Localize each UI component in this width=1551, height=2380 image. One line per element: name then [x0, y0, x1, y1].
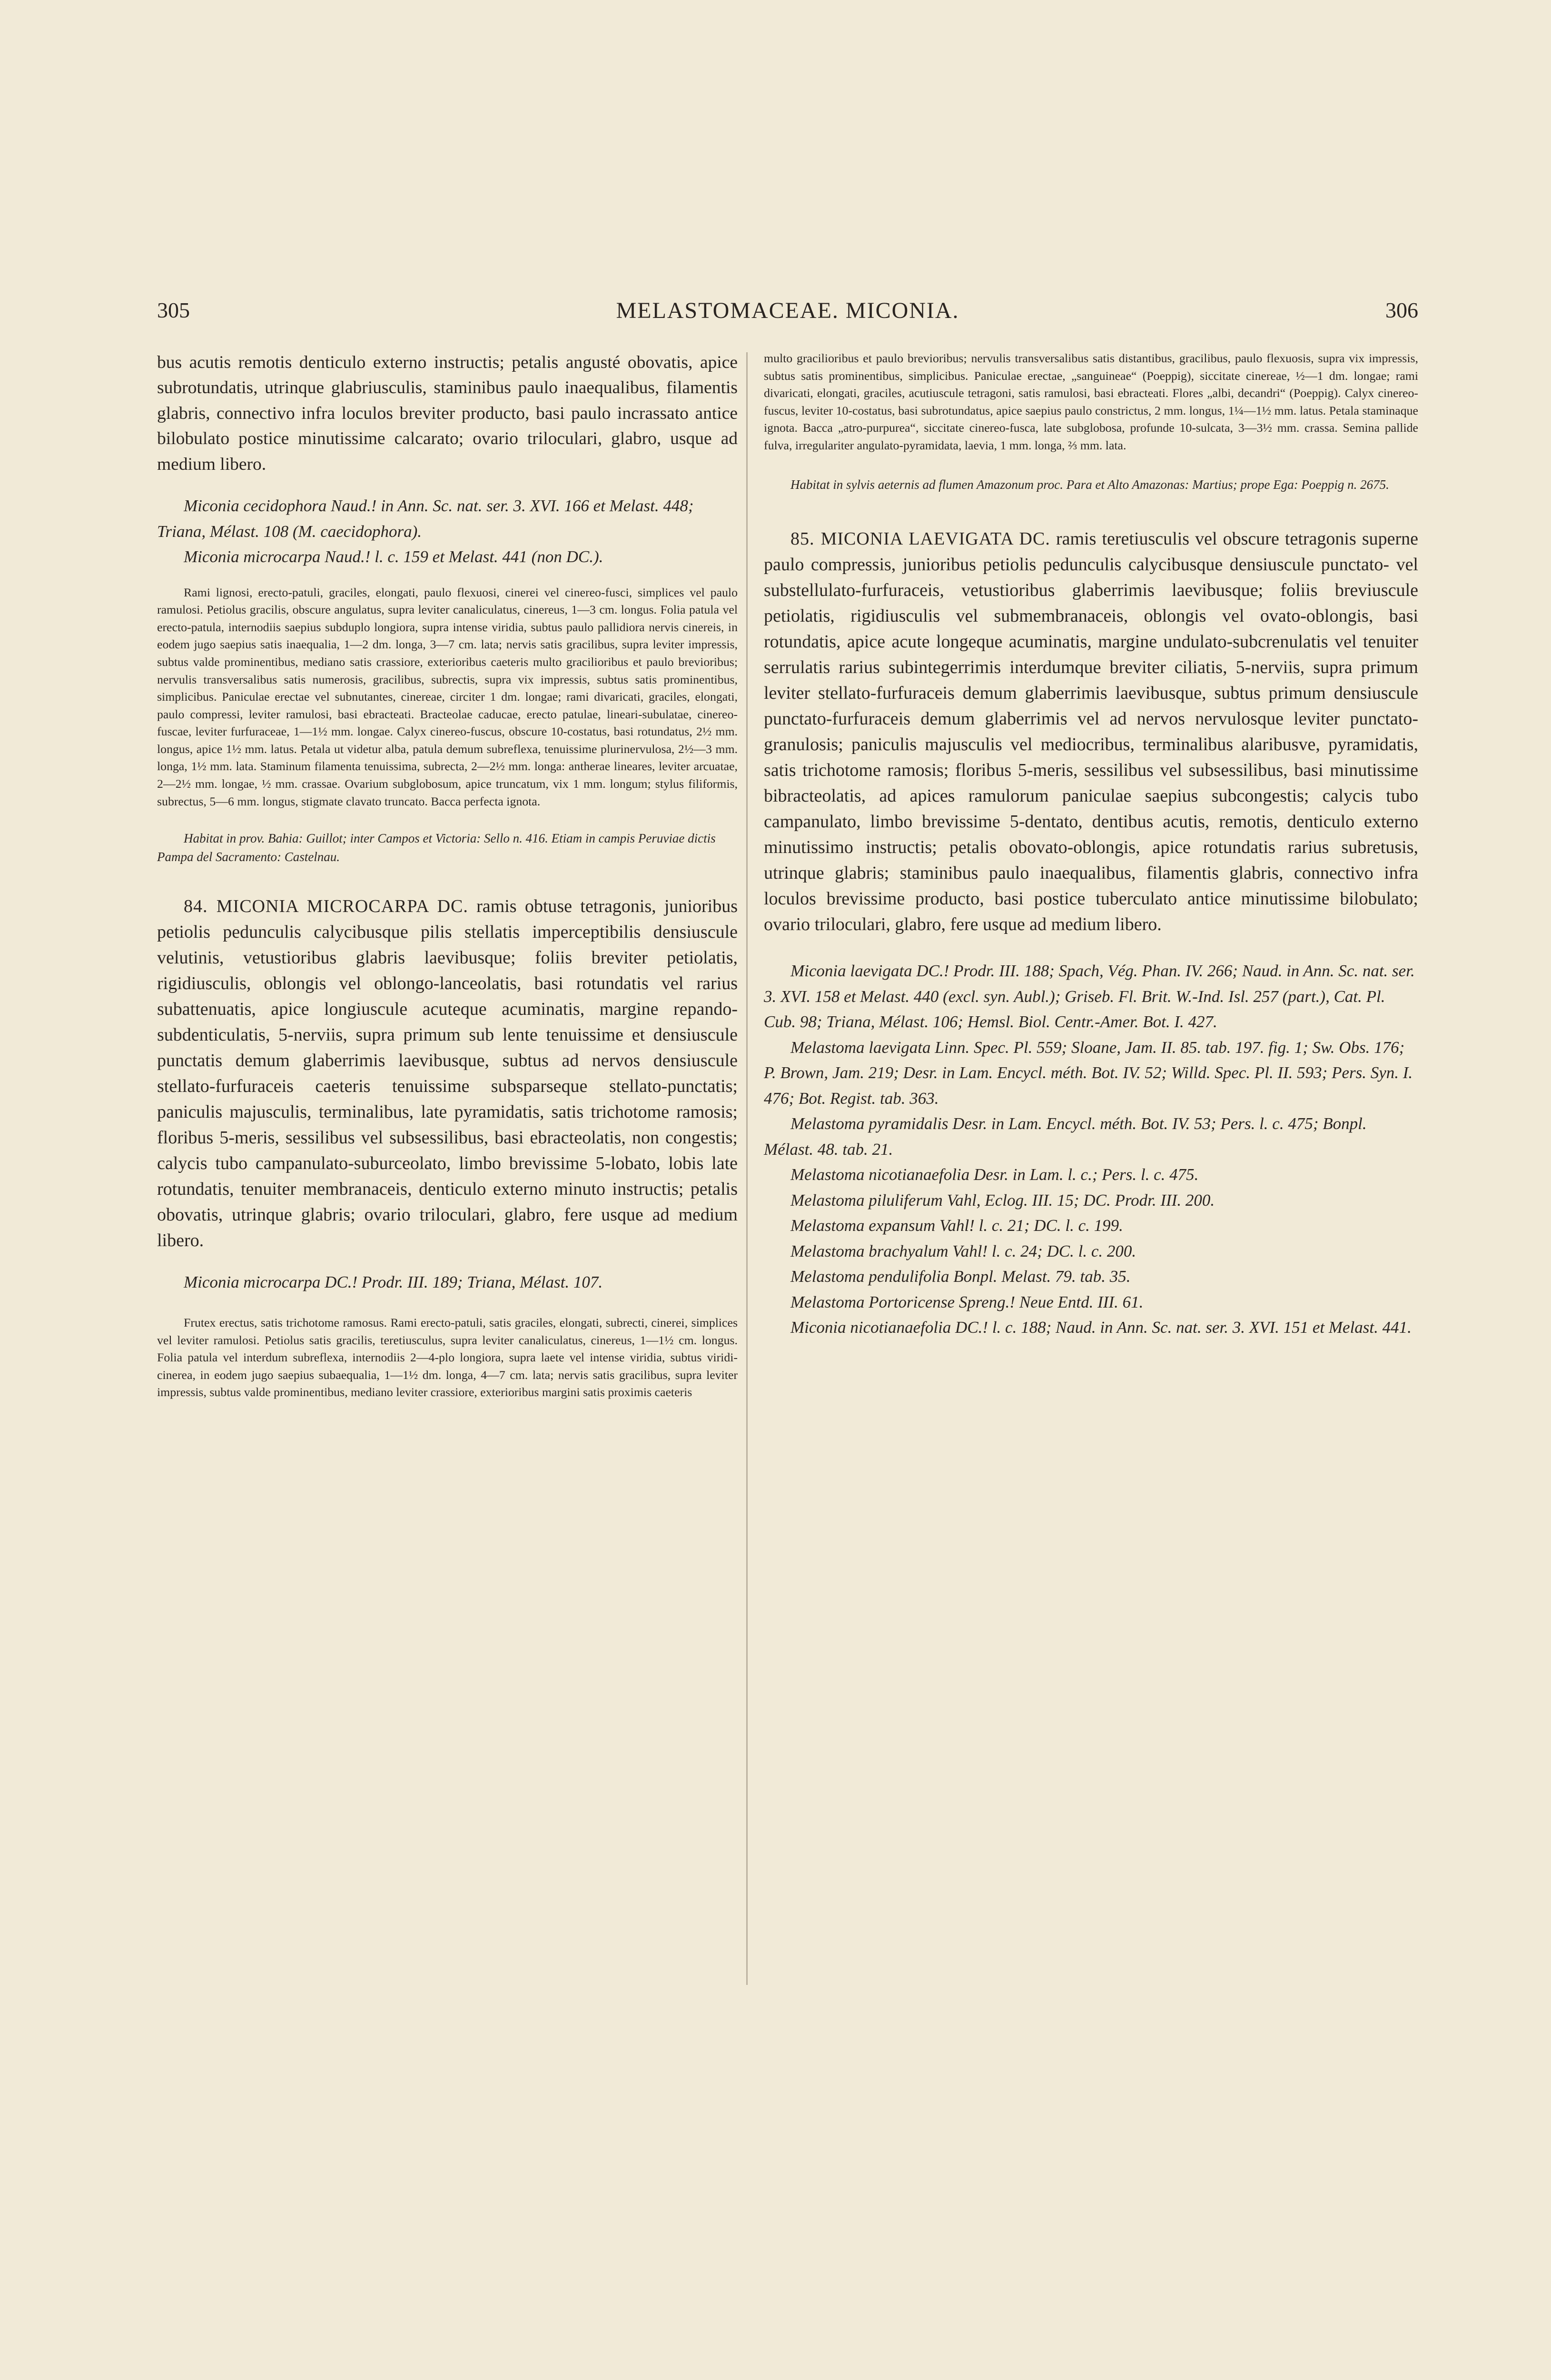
citation: Miconia nicotianaefolia DC.! l. c. 188; Naud. in Ann. Sc. nat. ser. 3. XVI. 151 et Melast. 441. [790, 1318, 1412, 1337]
habitat-note: Habitat in prov. Bahia: Guillot; inter Campos et Victoria: Sello n. 416. Etiam in campis Peruviae dictis Pampa del Sacramento: Castelnau. [157, 831, 716, 864]
species-85-entry [764, 526, 1418, 937]
detailed-description: Frutex erectus, satis trichotome ramosus. Rami erecto-patuli, satis graciles, elongati, subrecti, cinerei, simplices vel leviter ramulosi. Petiolus satis gracilis, teretiusculus, supra leviter canaliculatus, cinereus, 1—1½ cm. longus. Folia patula vel interdum subreflexa, internodiis 2—4-plo longiora, supra laete vel intense viridia, subtus viridi-cinerea, in eodem jugo saepius subaequalia, 1—1½ dm. longa, 4—7 cm. lata; nervis satis gracilibus, supra leviter impressis, subtus valde prominentibus, mediano leviter crassiore, exterioribus margini satis proximis caeteris [157, 1315, 738, 1399]
citation: Melastoma nicotianaefolia Desr. in Lam. l. c.; Pers. l. c. 475. [790, 1165, 1199, 1184]
citation: Miconia cecidophora Naud.! in Ann. Sc. nat. ser. 3. XVI. 166 et Melast. 448; Triana, Mélast. 108 (M. caecidophora). [157, 496, 694, 541]
page-number-right: 306 [1385, 298, 1418, 322]
species-85-diagnosis: ramis teretiusculis vel obscure tetragonis superne paulo compressis, junioribus petiolis pedunculis calycibusque densiuscule punctato- vel substellulato-furfuraceis, vetustioribus glaberrimis laevibusque; foliis breviuscule petiolatis, rigidiusculis vel submembranaceis, oblongis vel ovato-oblongis, basi rotundatis, apice acute longeque acuminatis, margine undulato-subcrenulatis vel tenuiter serrulatis rarius subintegerrimis interdumque breviter ciliatis, 5-nerviis, supra primum leviter stellato-furfuraceis demum glaberrimis laevibusque, subtus primum densiuscule punctato-furfuraceis demum glaberrimis vel ad nervos nervulosque leviter punctato-granulosis; paniculis majusculis vel mediocribus, terminalibus alaribusve, pyramidatis, satis trichotome ramosis; floribus 5-meris, sessilibus vel subsessilibus, basi minutissime bibracteolatis, ad apices ramulorum paniculae saepius subcongestis; calycis tubo campanulato, limbo brevissime 5-dentato, dentibus acutis, remotis, denticulo externo minutissimo instructis; petalis obovato-oblongis, apice rotundatis rarius subretusis, utrinque glabris; staminibus paulo inaequalibus, filamentis glabris, connectivo infra loculos brevissime producto, basi postice tuberculato antice minutissime bilobulato; ovario triloculari, glabro, fere usque ad medium libero. [764, 529, 1418, 935]
citation: Melastoma expansum Vahl! l. c. 21; DC. l. c. 199. [790, 1216, 1123, 1235]
right-column [764, 350, 1418, 1340]
species-84-heading: 84. MICONIA MICROCARPA DC. [184, 896, 468, 917]
citation: Melastoma laevigata Linn. Spec. Pl. 559; Sloane, Jam. II. 85. tab. 197. fig. 1; Sw. Obs. 176; P. Brown, Jam. 219; Desr. in Lam. Encycl. méth. Bot. IV. 52; Willd. Spec. Pl. II. 593; Pers. Syn. I. 476; Bot. Regist. tab. 363. [764, 1038, 1413, 1108]
column-divider [746, 352, 748, 1985]
species-85-heading: 85. MICONIA LAEVIGATA DC. [790, 529, 1050, 549]
species-84-entry [157, 893, 738, 1253]
page-header [157, 298, 1418, 336]
citation: Melastoma brachyalum Vahl! l. c. 24; DC. l. c. 200. [790, 1241, 1136, 1260]
citation: Melastoma pendulifolia Bonpl. Melast. 79. tab. 35. [790, 1267, 1131, 1286]
citations-cecidophora [157, 493, 738, 570]
citation: Melastoma piluliferum Vahl, Eclog. III. 15; DC. Prodr. III. 200. [790, 1190, 1215, 1210]
left-column [157, 350, 738, 1401]
habitat-note: Habitat in sylvis aeternis ad flumen Amazonum proc. Para et Alto Amazonas: Martius; prope Ega: Poeppig n. 2675. [790, 477, 1389, 492]
species-84-diagnosis: ramis obtuse tetragonis, junioribus petiolis pedunculis calycibusque pilis stellatis imperceptibilis densiuscule velutinis, vetustioribus glabris laevibusque; foliis breviter petiolatis, rigidiusculis, oblongis vel oblongo-lanceolatis, basi rotundatis vel rarius subattenuatis, apice longiuscule acuteque acuminatis, margine repando-subdenticulatis, 5-nerviis, supra primum sub lente tenuissime et densiuscule punctatis demum glaberrimis laevibusque, subtus ad nervos densiuscule stellato-furfuraceis caeteris tenuissime subsparseque stellato-punctatis; paniculis majusculis, terminalibus, late pyramidatis, satis trichotome ramosis; floribus 5-meris, sessilibus vel subsessilibus, basi ebracteolatis, non congestis; calycis tubo campanulato-suburceolato, limbo brevissime 5-lobato, lobis late rotundatis, tenuiter membranaceis, denticulo externo minuto instructis; petalis obovatis, utrinque glabris; ovario triloculari, glabro, fere usque ad medium libero. [157, 896, 738, 1251]
running-head: MELASTOMACEAE. MICONIA. [616, 298, 959, 323]
page-number-left: 305 [157, 298, 190, 322]
detailed-description-continuation: multo gracilioribus et paulo brevioribus; nervulis transversalibus satis distantibus, gracilibus, paulo flexuosis, supra vix impressis, subtus satis prominentibus, simplicibus. Paniculae erectae, „sanguineae“ (Poeppig), siccitate cinereae, ½—1 dm. longae; rami divaricati, elongati, graciles, acutiuscule tetragoni, satis ramulosi, basi ebracteati. Flores „albi, decandri“ (Poeppig). Calyx cinereo-fuscus, leviter 10-costatus, basi subrotundatus, apice saepius paulo constrictus, 2 mm. longus, 1¼—1½ mm. latus. Petala staminaque ignota. Bacca „atro-purpurea“, siccitate cinereo-fusca, late subglobosa, profunde 10-sulcata, 3—3½ mm. crassa. Semina pallide fulva, irregulariter angulato-pyramidata, laevia, 1 mm. longa, ⅔ mm. lata. [764, 351, 1418, 452]
description-continuation: bus acutis remotis denticulo externo instructis; petalis angusté obovatis, apice subrotundatis, utrinque glabriusculis, staminibus paulo inaequalibus, filamentis glabris, connectivo infra loculos breviter producto, basi paulo incrassato antice bilobulato postice minutissime calcarato; ovario triloculari, glabro, usque ad medium libero. [157, 353, 738, 474]
citation: Miconia microcarpa DC.! Prodr. III. 189; Triana, Mélast. 107. [184, 1273, 603, 1292]
citation: Melastoma Portoricense Spreng.! Neue Entd. III. 61. [790, 1292, 1144, 1311]
citations-laevigata [764, 958, 1418, 1340]
citation: Miconia laevigata DC.! Prodr. III. 188; Spach, Vég. Phan. IV. 266; Naud. in Ann. Sc. nat. ser. 3. XVI. 158 et Melast. 440 (excl. syn. Aubl.); Griseb. Fl. Brit. W.-Ind. Isl. 257 (part.), Cat. Pl. Cub. 98; Triana, Mélast. 106; Hemsl. Biol. Centr.-Amer. Bot. I. 427. [764, 962, 1415, 1031]
detailed-description: Rami lignosi, erecto-patuli, graciles, elongati, paulo flexuosi, cinerei vel cinereo-fusci, simplices vel paulo ramulosi. Petiolus gracilis, obscure angulatus, supra leviter canaliculatus, cinereus, 1—3 cm. longus. Folia patula vel erecto-patula, internodiis saepius subduplo longiora, supra intense viridia, subtus paulo pallidiora nervis cinereis, in eodem jugo saepius satis inaequalia, 1—2 dm. longa, 3—7 cm. lata; nervis satis gracilibus, supra leviter impressis, subtus valde prominentibus, mediano satis crassiore, exterioribus caeteris multo gracilioribus et paulo brevioribus; nervulis transversalibus satis numerosis, gracilibus, subrectis, supra vix impressis, subtus satis prominentibus, simplicibus. Paniculae erectae vel subnutantes, cinereae, circiter 1 dm. longae; rami divaricati, graciles, elongati, paulo compressi, leviter ramulosi, basi ebracteati. Bracteolae caducae, erecto patulae, lineari-subulatae, cinereo-fuscae, leviter furfuraceae, 1—1½ mm. longae. Calyx cinereo-fuscus, obscure 10-costatus, basi rotundatus, 2½ mm. longus, apice 1½ mm. latus. Petala ut videtur alba, patula demum subreflexa, tenuissime plurinervulosa, 2½—3 mm. longa, 1½ mm. lata. Staminum filamenta tenuissima, subrecta, 2—2½ mm. longa: antherae lineares, leviter arcuatae, 2—2½ mm. longae, ½ mm. crassae. Ovarium subglobosum, apice truncatum, vix 1 mm. longum; stylus filiformis, subrectus, 5—6 mm. longus, stigmate clavato truncato. Bacca perfecta ignota. [157, 585, 738, 808]
citation: Melastoma pyramidalis Desr. in Lam. Encycl. méth. Bot. IV. 53; Pers. l. c. 475; Bonpl. Mélast. 48. tab. 21. [764, 1114, 1367, 1159]
citation: Miconia microcarpa Naud.! l. c. 159 et Melast. 441 (non DC.). [184, 547, 603, 566]
